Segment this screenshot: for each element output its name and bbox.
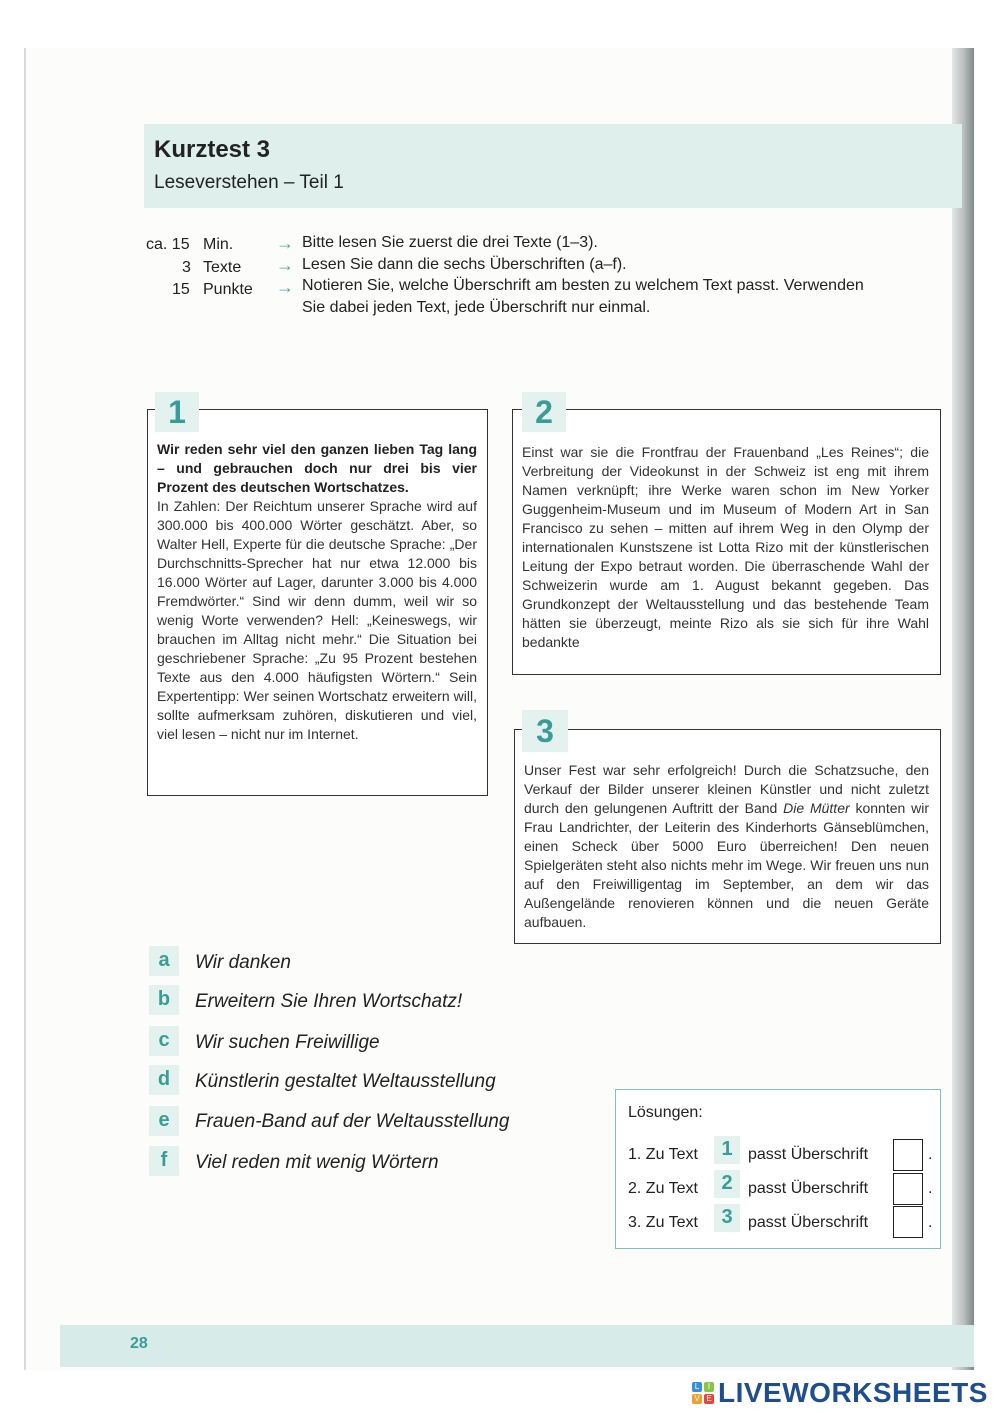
- page-footer: [60, 1325, 974, 1367]
- arrow-icon: →: [276, 277, 294, 297]
- instr-text-3b: Sie dabei jeden Text, jede Überschrift nur einmal.: [302, 299, 651, 316]
- text-number-badge-3: 3: [522, 710, 568, 752]
- solution-row-2-suffix: passt Überschrift: [748, 1180, 869, 1197]
- brand-name: LIVEWORKSHEETS: [718, 1377, 988, 1408]
- solution-row-1-end: .: [928, 1146, 933, 1163]
- solutions-box: [615, 1089, 941, 1249]
- logo-letter: E: [704, 1394, 714, 1404]
- instr-text-1: Bitte lesen Sie zuerst die drei Texte (1–3).: [302, 234, 598, 251]
- heading-text-c: Wir suchen Freiwillige: [195, 1032, 380, 1053]
- heading-letter-a: a: [149, 946, 179, 976]
- heading-letter-e: e: [149, 1106, 179, 1136]
- liveworksheets-logo-icon: [692, 1382, 714, 1404]
- heading-letter-b: b: [149, 985, 179, 1015]
- text-body-1: [157, 440, 477, 744]
- heading-letter-c: c: [149, 1026, 179, 1056]
- solution-row-1-suffix: passt Überschrift: [748, 1146, 869, 1163]
- solution-row-2-prefix: 2. Zu Text: [628, 1180, 698, 1197]
- page-title: Kurztest 3: [154, 136, 271, 163]
- heading-text-a: Wir danken: [195, 952, 291, 973]
- text-content-1: In Zahlen: Der Reichtum unserer Sprache wird auf 300.000 bis 400.000 Wörter geschätzt. Aber, so Walter Hell, Experte für die deutsche Sprache: „Der Durchschnitts-Sprecher hat nur etwa 12.000 bis 16.000 Wörter auf Lager, darunter 3.000 bis 4.000 Fremdwörter.“ Sind wir denn dumm, weil wir so wenig Worte verwenden? Hell: „Keineswegs, wir brauchen im Alltag nicht mehr.“ Die Situation bei geschriebener Sprache: „Zu 95 Prozent bestehen Texte aus den 4.000 häufigsten Wörtern.“ Sein Expertentipp: Wer seinen Wortschatz erweitern will, sollte aufmerksam zuhören, diskutieren und viel, viel lesen – nicht nur im Internet.: [157, 498, 477, 742]
- text-number-badge-1: 1: [155, 392, 199, 432]
- instr-points-label: Punkte: [203, 281, 253, 298]
- instr-texts-value: 3: [182, 259, 191, 276]
- text-body-3: [524, 761, 929, 932]
- answer-input-2[interactable]: [893, 1173, 923, 1205]
- answer-input-3[interactable]: [893, 1206, 923, 1238]
- heading-letter-d: d: [149, 1065, 179, 1095]
- solutions-title: Lösungen:: [628, 1104, 703, 1121]
- heading-text-d: Künstlerin gestaltet Weltausstellung: [195, 1071, 496, 1092]
- logo-letter: V: [692, 1394, 702, 1404]
- heading-text-f: Viel reden mit wenig Wörtern: [195, 1152, 439, 1173]
- band-name: Die Mütter: [783, 800, 850, 816]
- answer-input-1[interactable]: [893, 1139, 923, 1171]
- text-content-3a: Unser Fest war sehr erfolgreich! Durch die Schatzsuche, den Verkauf der Bilder unserer kleinen Künstler und nicht zuletzt durch den gelungenen Auftritt der Band: [524, 762, 929, 816]
- heading-text-e: Frauen-Band auf der Weltausstellung: [195, 1111, 510, 1132]
- arrow-icon: →: [276, 233, 294, 253]
- text-content-3b: konnten wir Frau Landrichter, der Leiterin des Kinderhorts Gänseblümchen, einen Scheck über 5000 Euro überreichen! Den neuen Spielgeräten steht also nichts mehr im Wege. Wir freuen uns nun auf den Freiwilligentag im September, an dem wir das Außengelände renovieren können und die neuen Geräte aufbauen.: [524, 800, 930, 930]
- logo-letter: L: [692, 1382, 702, 1392]
- text-lead-1: Wir reden sehr viel den ganzen lieben Tag lang – und gebrauchen doch nur drei bis vier Prozent des deutschen Wortschatzes.: [157, 441, 477, 495]
- instr-texts-label: Texte: [203, 259, 242, 276]
- header-banner: [144, 124, 962, 208]
- solution-row-2-text-number: 2: [714, 1170, 740, 1198]
- solution-row-3-suffix: passt Überschrift: [748, 1214, 869, 1231]
- text-number-badge-2: 2: [522, 392, 566, 432]
- text-body-2: Einst war sie die Frontfrau der Frauenband „Les Reines“; die Verbreitung der Videokunst in der Schweiz ist eng mit ihrem Namen verknüpft; ihre Werke waren schon im New Yorker Guggenheim-Museum und im Museum of Modern Art in San Francisco zu sehen – mitten auf ihrem Weg in den Olymp der internationalen Kunstszene ist Lotta Rizo mit der künstlerischen Leitung der Expo betraut worden. Die überraschende Wahl der Schweizerin wurde am 1. August bekannt gegeben. Das Grundkonzept der Weltausstellung und das bestehende Team hätten sie überzeugt, meinte Rizo als sie sich für ihre Wahl bedankte: [522, 444, 929, 650]
- page-edge-shadow: [952, 48, 974, 1370]
- solution-row-1-prefix: 1. Zu Text: [628, 1146, 698, 1163]
- solution-row-3-end: .: [928, 1214, 933, 1231]
- solution-row-2-end: .: [928, 1180, 933, 1197]
- logo-letter: I: [704, 1382, 714, 1392]
- heading-letter-f: f: [149, 1146, 179, 1176]
- instr-time-value: ca. 15: [146, 236, 190, 253]
- solution-row-3-prefix: 3. Zu Text: [628, 1214, 698, 1231]
- instr-text-2: Lesen Sie dann die sechs Überschriften (a–f).: [302, 256, 627, 273]
- page-subtitle: Leseverstehen – Teil 1: [154, 172, 344, 193]
- instr-points-value: 15: [172, 281, 190, 298]
- arrow-icon: →: [276, 255, 294, 275]
- heading-text-b: Erweitern Sie Ihren Wortschatz!: [195, 991, 463, 1012]
- solution-row-1-text-number: 1: [714, 1136, 740, 1164]
- instr-text-3: Notieren Sie, welche Überschrift am besten zu welchem Text passt. Verwenden: [302, 277, 864, 294]
- solution-row-3-text-number: 3: [714, 1204, 740, 1232]
- page-number: 28: [130, 1335, 148, 1352]
- instr-time-label: Min.: [203, 236, 234, 253]
- liveworksheets-brand[interactable]: [692, 1376, 988, 1410]
